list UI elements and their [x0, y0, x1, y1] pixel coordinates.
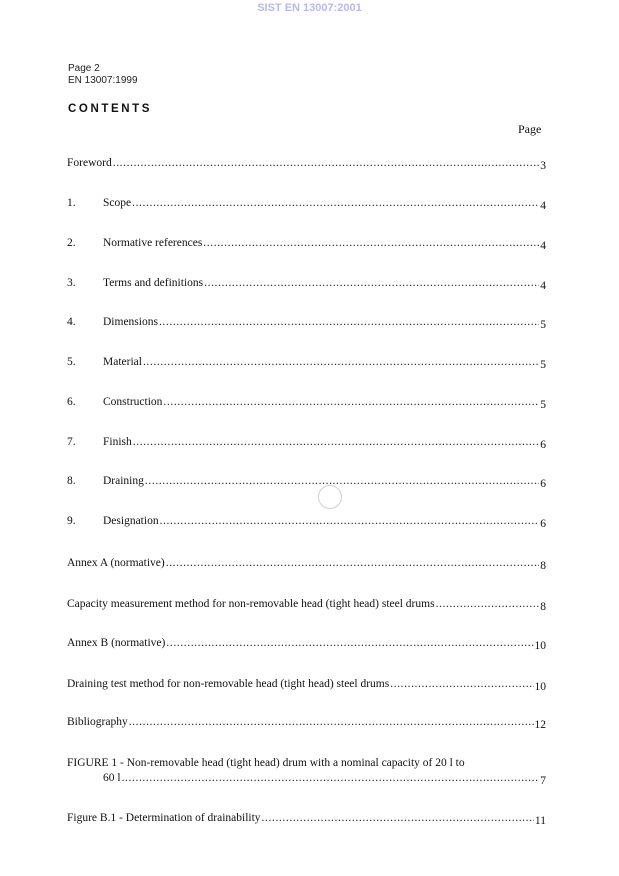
toc-title: Bibliography	[67, 716, 128, 728]
toc-title: Construction	[103, 396, 163, 408]
toc-entry[interactable]	[67, 356, 546, 371]
toc-entry[interactable]	[67, 157, 546, 172]
dot-leader	[262, 812, 534, 824]
standard-number: EN 13007:1999	[68, 75, 138, 86]
toc-page: 4	[540, 280, 546, 292]
stamp-emblem	[318, 485, 342, 509]
toc-title: Normative references	[103, 237, 203, 249]
dot-leader	[166, 637, 533, 649]
toc-number: 7.	[67, 436, 76, 448]
toc-entry[interactable]	[67, 598, 546, 613]
toc-number: 4.	[67, 316, 76, 328]
toc-number: 6.	[67, 396, 76, 408]
toc-title: Annex A (normative)	[67, 557, 165, 569]
toc-entry[interactable]	[67, 475, 546, 490]
page-number: Page 2	[68, 63, 100, 74]
page-header	[68, 63, 138, 87]
toc-page: 5	[540, 399, 546, 411]
toc-page: 10	[534, 681, 546, 693]
dot-leader	[436, 598, 540, 610]
toc-number: 5.	[67, 356, 76, 368]
toc-entry-figure-1-continuation[interactable]	[103, 772, 546, 787]
toc-title: Scope	[103, 197, 132, 209]
toc-page: 8	[540, 601, 546, 613]
toc-title: Annex B (normative)	[67, 637, 166, 649]
toc-title: FIGURE 1 - Non-removable head (tight head) drum with a nominal capacity of 20 l to	[67, 757, 465, 769]
toc-title: Foreword	[67, 157, 112, 169]
toc-number: 3.	[67, 277, 76, 289]
dot-leader	[160, 515, 540, 527]
dot-leader	[132, 197, 539, 209]
toc-entry[interactable]	[67, 678, 546, 693]
toc-entry[interactable]	[67, 277, 546, 292]
toc-title: Finish	[103, 436, 132, 448]
toc-entry[interactable]	[67, 716, 546, 731]
toc-title: Capacity measurement method for non-removable head (tight head) steel drums	[67, 598, 435, 610]
contents-title: CONTENTS	[68, 103, 153, 115]
toc-page: 5	[540, 359, 546, 371]
dot-leader	[390, 678, 533, 690]
toc-title: Figure B.1 - Determination of drainability	[67, 812, 261, 824]
toc-page: 6	[540, 518, 546, 530]
toc-title: Material	[103, 356, 142, 368]
toc-entry[interactable]	[67, 812, 546, 827]
toc-entry[interactable]	[67, 436, 546, 451]
toc-page: 3	[540, 160, 546, 172]
toc-number: 2.	[67, 237, 76, 249]
toc-title: Terms and definitions	[103, 277, 204, 289]
toc-entry[interactable]	[67, 197, 546, 212]
dot-leader	[143, 356, 539, 368]
dot-leader	[145, 475, 539, 487]
toc-entry[interactable]	[67, 515, 546, 530]
dot-leader	[163, 396, 539, 408]
dot-leader	[204, 277, 539, 289]
toc-page: 12	[534, 719, 546, 731]
toc-page: 11	[534, 815, 546, 827]
toc-page: 5	[540, 319, 546, 331]
toc-entry[interactable]	[67, 557, 546, 572]
toc-entry[interactable]	[67, 396, 546, 411]
toc-page: 4	[540, 240, 546, 252]
toc-page: 4	[540, 200, 546, 212]
toc-title: Draining test method for non-removable head (tight head) steel drums	[67, 678, 390, 690]
toc-page: 7	[540, 775, 546, 787]
page-column-label: Page	[518, 122, 542, 136]
dot-leader	[133, 436, 539, 448]
toc-entry[interactable]	[67, 637, 546, 652]
toc-number: 1.	[67, 197, 76, 209]
toc-title: Dimensions	[103, 316, 158, 328]
toc-title-continuation: 60 l	[103, 772, 121, 784]
dot-leader	[122, 772, 540, 784]
toc-number: 9.	[67, 515, 76, 527]
dot-leader	[113, 157, 540, 169]
toc-title: Designation	[103, 515, 159, 527]
toc-entry[interactable]	[67, 237, 546, 252]
dot-leader	[159, 316, 539, 328]
toc-page: 6	[540, 478, 546, 490]
toc-number: 8.	[67, 475, 76, 487]
toc-page: 10	[534, 640, 546, 652]
dot-leader	[203, 237, 539, 249]
toc-page: 8	[540, 560, 546, 572]
watermark-header: SIST EN 13007:2001	[257, 2, 362, 14]
toc-entry[interactable]	[67, 316, 546, 331]
toc-title: Draining	[103, 475, 144, 487]
dot-leader	[129, 716, 534, 728]
toc-page: 6	[540, 439, 546, 451]
dot-leader	[166, 557, 540, 569]
toc-entry-figure-1[interactable]	[67, 757, 507, 769]
